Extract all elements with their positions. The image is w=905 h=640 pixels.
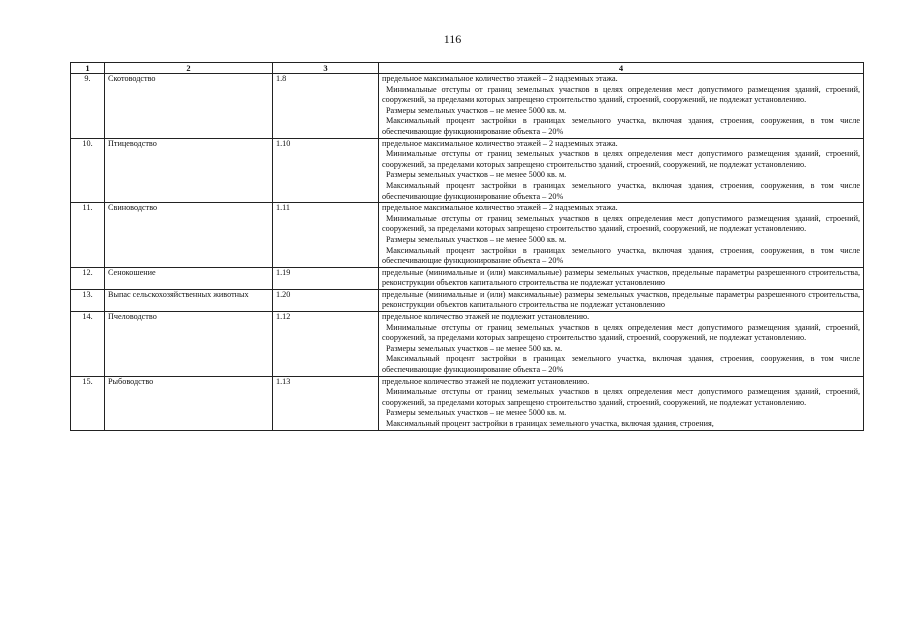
regulations-table bbox=[70, 62, 864, 431]
table-row bbox=[71, 376, 864, 430]
column-header-parameters: 4 bbox=[379, 63, 864, 74]
use-type-code: 1.19 bbox=[273, 267, 379, 289]
use-type-code: 1.8 bbox=[273, 74, 379, 139]
use-type-name: Сенокошение bbox=[105, 267, 273, 289]
column-header-use-type: 2 bbox=[105, 63, 273, 74]
row-number: 14. bbox=[71, 312, 105, 377]
parameter-paragraph: предельное количество этажей не подлежит установлению. bbox=[382, 376, 590, 386]
column-header-number: 1 bbox=[71, 63, 105, 74]
use-type-name: Свиноводство bbox=[105, 203, 273, 268]
table-row bbox=[71, 267, 864, 289]
parameter-paragraph: Минимальные отступы от границ земельных участков в целях определения мест допустимого размещения зданий, строений, сооружений, за пределами которых запрещено строительство зданий, строений, сооружений, не подлежат установлению. bbox=[382, 84, 860, 105]
use-type-name: Пчеловодство bbox=[105, 312, 273, 377]
parameter-paragraph: Минимальные отступы от границ земельных участков в целях определения мест допустимого размещения зданий, строений, сооружений, за пределами которых запрещено строительство зданий, строений, сооружений, не подлежат установлению. bbox=[382, 322, 860, 343]
parameter-paragraph: предельное количество этажей не подлежит установлению. bbox=[382, 312, 590, 322]
parameter-paragraph: Минимальные отступы от границ земельных участков в целях определения мест допустимого размещения зданий, строений, сооружений, за пределами которых запрещено строительство зданий, строений, сооружений, не подлежат установлению. bbox=[382, 149, 860, 169]
table-body bbox=[71, 74, 864, 431]
table-header-row bbox=[71, 63, 864, 74]
column-header-code: 3 bbox=[273, 63, 379, 74]
parameter-paragraph: Максимальный процент застройки в границах земельного участка, включая здания, строения, сооружения, в том числе обеспечивающие функционирование объекта – 20% bbox=[382, 180, 860, 201]
parameter-paragraph: предельное максимальное количество этажей – 2 надземных этажа. bbox=[382, 138, 618, 148]
table-row bbox=[71, 289, 864, 311]
parameter-paragraph: Размеры земельных участков – не менее 500 кв. м. bbox=[386, 343, 563, 353]
use-type-code: 1.13 bbox=[273, 376, 379, 430]
table-row bbox=[71, 203, 864, 268]
row-number: 13. bbox=[71, 289, 105, 311]
parameter-paragraph: Размеры земельных участков – не менее 5000 кв. м. bbox=[386, 170, 567, 180]
use-type-code: 1.10 bbox=[273, 138, 379, 203]
parameter-paragraph: Максимальный процент застройки в границах земельного участка, включая здания, строения, сооружения, в том числе обеспечивающие функционирование объекта – 20% bbox=[382, 354, 860, 375]
parameters-cell bbox=[379, 312, 864, 377]
parameter-paragraph: Минимальные отступы от границ земельных участков в целях определения мест допустимого размещения зданий, строений, сооружений, за пределами которых запрещено строительство зданий, строений, сооружений, не подлежат установлению. bbox=[382, 213, 860, 234]
parameters-cell bbox=[379, 376, 864, 430]
use-type-code: 1.12 bbox=[273, 312, 379, 377]
parameter-paragraph: предельные (минимальные и (или) максимальные) размеры земельных участков, предельные параметры разрешенного строительства, реконструкции объектов капитального строительства не подлежат установлению bbox=[382, 289, 860, 310]
use-type-name: Скотоводство bbox=[105, 74, 273, 139]
parameters-cell bbox=[379, 138, 864, 203]
parameter-paragraph: Максимальный процент застройки в границах земельного участка, включая здания, строения, bbox=[386, 419, 714, 428]
parameter-paragraph: предельные (минимальные и (или) максимальные) размеры земельных участков, предельные параметры разрешенного строительства, реконструкции объектов капитального строительства не подлежат установлению bbox=[382, 267, 860, 288]
parameter-paragraph: Максимальный процент застройки в границах земельного участка, включая здания, строения, сооружения, в том числе обеспечивающие функционирование объекта – 20% bbox=[382, 116, 860, 136]
parameter-paragraph: Размеры земельных участков – не менее 5000 кв. м. bbox=[386, 105, 567, 115]
table-row bbox=[71, 74, 864, 139]
parameter-paragraph: Максимальный процент застройки в границах земельного участка, включая здания, строения, сооружения, в том числе обеспечивающие функционирование объекта – 20% bbox=[382, 245, 860, 266]
parameter-paragraph: Минимальные отступы от границ земельных участков в целях определения мест допустимого размещения зданий, строений, сооружений, за пределами которых запрещено строительство зданий, строений, сооружений, не подлежат установлению. bbox=[382, 387, 860, 407]
use-type-code: 1.11 bbox=[273, 203, 379, 268]
parameters-cell bbox=[379, 267, 864, 289]
table-row bbox=[71, 138, 864, 203]
parameter-paragraph: предельное максимальное количество этажей – 2 надземных этажа. bbox=[382, 74, 618, 83]
parameters-cell bbox=[379, 289, 864, 311]
use-type-name: Выпас сельскохозяйственных животных bbox=[105, 289, 273, 311]
row-number: 9. bbox=[71, 74, 105, 139]
parameter-paragraph: Размеры земельных участков – не менее 5000 кв. м. bbox=[386, 234, 567, 244]
use-type-name: Птицеводство bbox=[105, 138, 273, 203]
parameters-cell bbox=[379, 74, 864, 139]
use-type-code: 1.20 bbox=[273, 289, 379, 311]
row-number: 11. bbox=[71, 203, 105, 268]
row-number: 12. bbox=[71, 267, 105, 289]
row-number: 15. bbox=[71, 376, 105, 430]
parameters-cell bbox=[379, 203, 864, 268]
parameter-paragraph: Размеры земельных участков – не менее 5000 кв. м. bbox=[386, 408, 567, 418]
use-type-name: Рыбоводство bbox=[105, 376, 273, 430]
parameter-paragraph: предельное максимальное количество этажей – 2 надземных этажа. bbox=[382, 203, 618, 213]
row-number: 10. bbox=[71, 138, 105, 203]
table-row bbox=[71, 312, 864, 377]
page-number: 116 bbox=[443, 32, 462, 46]
